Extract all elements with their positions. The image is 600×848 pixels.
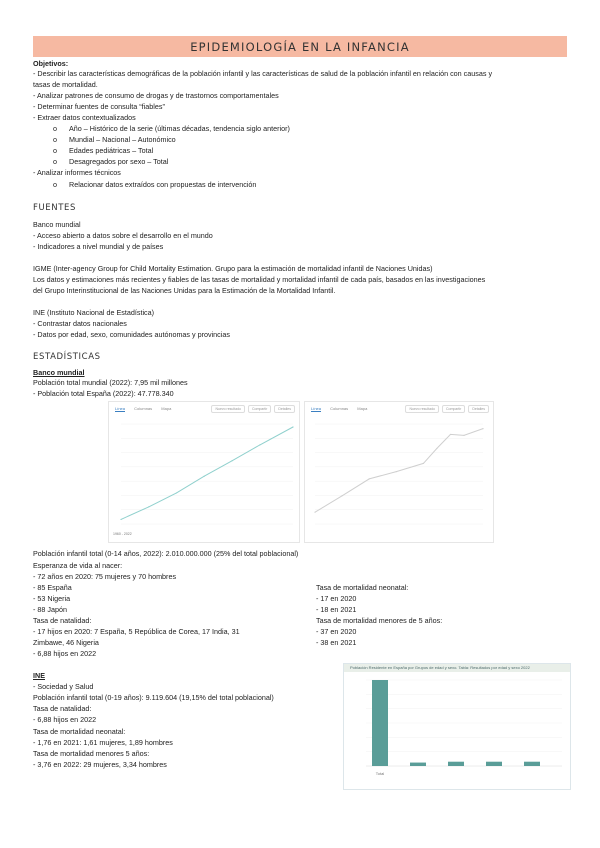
ine-line: - 6,88 hijos en 2022: [33, 715, 97, 724]
ine-line: Tasa de mortalidad menores 5 años:: [33, 749, 150, 758]
menores5-title: Tasa de mortalidad menores de 5 años:: [316, 616, 443, 625]
fuente-title: Banco mundial: [33, 220, 81, 229]
neonatal-line: - 18 en 2021: [316, 605, 357, 614]
detalles-button[interactable]: Detalles: [274, 405, 295, 413]
objetivo-subitem: o Mundial – Nacional – Autonómico: [33, 135, 176, 145]
neonatal-line: - 17 en 2020: [316, 594, 357, 603]
page-title: EPIDEMIOLOGÍA EN LA INFANCIA: [190, 39, 410, 54]
tab-linea[interactable]: Línea: [115, 406, 126, 411]
neonatal-title: Tasa de mortalidad neonatal:: [316, 583, 409, 592]
natalidad-line: - 17 hijos en 2020: 7 España, 5 República de Corea, 17 India, 31: [33, 627, 240, 636]
data-point: [369, 478, 370, 479]
tab-mapa[interactable]: Mapa: [357, 406, 368, 411]
compartir-button[interactable]: Compartir: [248, 405, 271, 413]
estadisticas-heading: ESTADÍSTICAS: [33, 352, 101, 362]
data-point: [314, 512, 315, 513]
series-line: [121, 427, 293, 519]
fuente-line: - Datos por edad, sexo, comunidades autónomas y provincias: [33, 330, 230, 339]
ine-label: INE: [33, 671, 45, 680]
ine-line: - 3,76 en 2022: 29 mujeres, 3,34 hombres: [33, 760, 167, 769]
esperanza-line: - 72 años en 2020: 75 mujeres y 70 hombres: [33, 572, 177, 581]
esperanza-title: Esperanza de vida al nacer:: [33, 561, 123, 570]
bar: [524, 762, 540, 766]
objetivo-line: - Analizar patrones de consumo de drogas y de trastornos comportamentales: [33, 91, 279, 100]
world-population-chart: [108, 401, 300, 543]
data-point: [450, 434, 451, 435]
detalles-button[interactable]: Detalles: [468, 405, 489, 413]
data-point: [396, 471, 397, 472]
data-point: [204, 476, 205, 477]
fuentes-heading: FUENTES: [33, 203, 76, 213]
data-point: [231, 460, 232, 461]
ine-line: Población infantil total (0-19 años): 9.119.604 (19,15% del total poblacional): [33, 693, 274, 702]
chart-range-label: 1960 - 2022: [113, 532, 132, 536]
tab-linea[interactable]: Línea: [311, 406, 322, 411]
data-point: [259, 444, 260, 445]
bar: [410, 763, 426, 766]
series-line: [315, 429, 483, 513]
ine-line: Tasa de mortalidad neonatal:: [33, 727, 126, 736]
data-point: [176, 492, 177, 493]
pop-mundial: Población total mundial (2022): 7,95 mil millones: [33, 378, 188, 387]
nuevo-resultado-button[interactable]: Nuevo resultado: [405, 405, 439, 413]
bar: [486, 762, 502, 766]
esperanza-line: - 53 Nigeria: [33, 594, 71, 603]
fuente-line: - Indicadores a nivel mundial y de países: [33, 242, 164, 251]
fuente-line: - Contrastar datos nacionales: [33, 319, 127, 328]
spain-population-svg: [305, 402, 493, 542]
natalidad-title: Tasa de natalidad:: [33, 616, 92, 625]
objetivo-subitem: o Edades pediátricas – Total: [33, 146, 153, 156]
objetivo-subitem: o Desagregados por sexo – Total: [33, 157, 168, 167]
bar: [372, 680, 388, 766]
tab-columnas[interactable]: Columnas: [330, 406, 349, 411]
fuente-title: IGME (Inter-agency Group for Child Mortality Estimation. Grupo para la estimación de mortalidad infantil de Naciones Unidas): [33, 264, 433, 273]
fuente-line: - Acceso abierto a datos sobre el desarrollo en el mundo: [33, 231, 213, 240]
natalidad-line: - 6,88 hijos en 2022: [33, 649, 97, 658]
data-point: [463, 435, 464, 436]
nuevo-resultado-button[interactable]: Nuevo resultado: [211, 405, 245, 413]
objetivo-line: - Describir las características demográficas de la población infantil y las características de salud de la población infantil en relación con causas y: [33, 69, 493, 78]
pop-espana: - Población total España (2022): 47.778.340: [33, 389, 174, 398]
data-point: [482, 428, 483, 429]
ine-bar-svg: [344, 672, 570, 789]
bar: [448, 762, 464, 766]
spain-population-chart: [304, 401, 494, 543]
esperanza-line: - 85 España: [33, 583, 72, 592]
objetivo-line: - Determinar fuentes de consulta “fiables”: [33, 102, 165, 111]
objetivo-line: tasas de mortalidad.: [33, 80, 98, 89]
pob-infantil: Población infantil total (0-14 años, 2022): 2.010.000.000 (25% del total poblacional): [33, 549, 299, 558]
objetivo-subitem: o Relacionar datos extraídos con propuestas de intervención: [33, 180, 256, 190]
category-label: Total: [375, 771, 385, 776]
ine-line: - 1,76 en 2021: 1,61 mujeres, 1,89 hombres: [33, 738, 173, 747]
data-point: [292, 426, 293, 427]
ine-bar-chart: [343, 663, 571, 790]
data-point: [341, 495, 342, 496]
bar-chart-header: Población Residente en España por Grupos de edad y sexo. Tabla: Resultados por edad y sexo 2022: [344, 664, 570, 672]
tab-columnas[interactable]: Columnas: [134, 406, 153, 411]
menores5-line: - 38 en 2021: [316, 638, 357, 647]
ine-line: Tasa de natalidad:: [33, 704, 92, 713]
tab-mapa[interactable]: Mapa: [161, 406, 172, 411]
objetivo-subitem: o Año – Histórico de la serie (últimas décadas, tendencia siglo anterior): [33, 124, 290, 134]
bm-label: Banco mundial: [33, 368, 85, 377]
compartir-button[interactable]: Compartir: [442, 405, 465, 413]
data-point: [148, 506, 149, 507]
objetivo-line: - Extraer datos contextualizados: [33, 113, 136, 122]
objetivos-heading: Objetivos:: [33, 59, 69, 68]
objetivo-line: - Analizar informes técnicos: [33, 168, 121, 177]
fuente-line: del Grupo Interinstitucional de las Naciones Unidas para la Estimación de la Mortalidad Infantil.: [33, 286, 336, 295]
ine-line: - Sociedad y Salud: [33, 682, 94, 691]
fuente-line: Los datos y estimaciones más recientes y fiables de las tasas de mortalidad y mortalidad infantil de cada país, basados en las investigaciones: [33, 275, 486, 284]
title-bar: [33, 36, 567, 57]
data-point: [436, 448, 437, 449]
fuente-title: INE (Instituto Nacional de Estadística): [33, 308, 155, 317]
data-point: [120, 519, 121, 520]
natalidad-line: Zimbawe, 46 Nigeria: [33, 638, 99, 647]
world-population-svg: [109, 402, 299, 542]
esperanza-line: - 88 Japón: [33, 605, 67, 614]
data-point: [423, 463, 424, 464]
menores5-line: - 37 en 2020: [316, 627, 357, 636]
